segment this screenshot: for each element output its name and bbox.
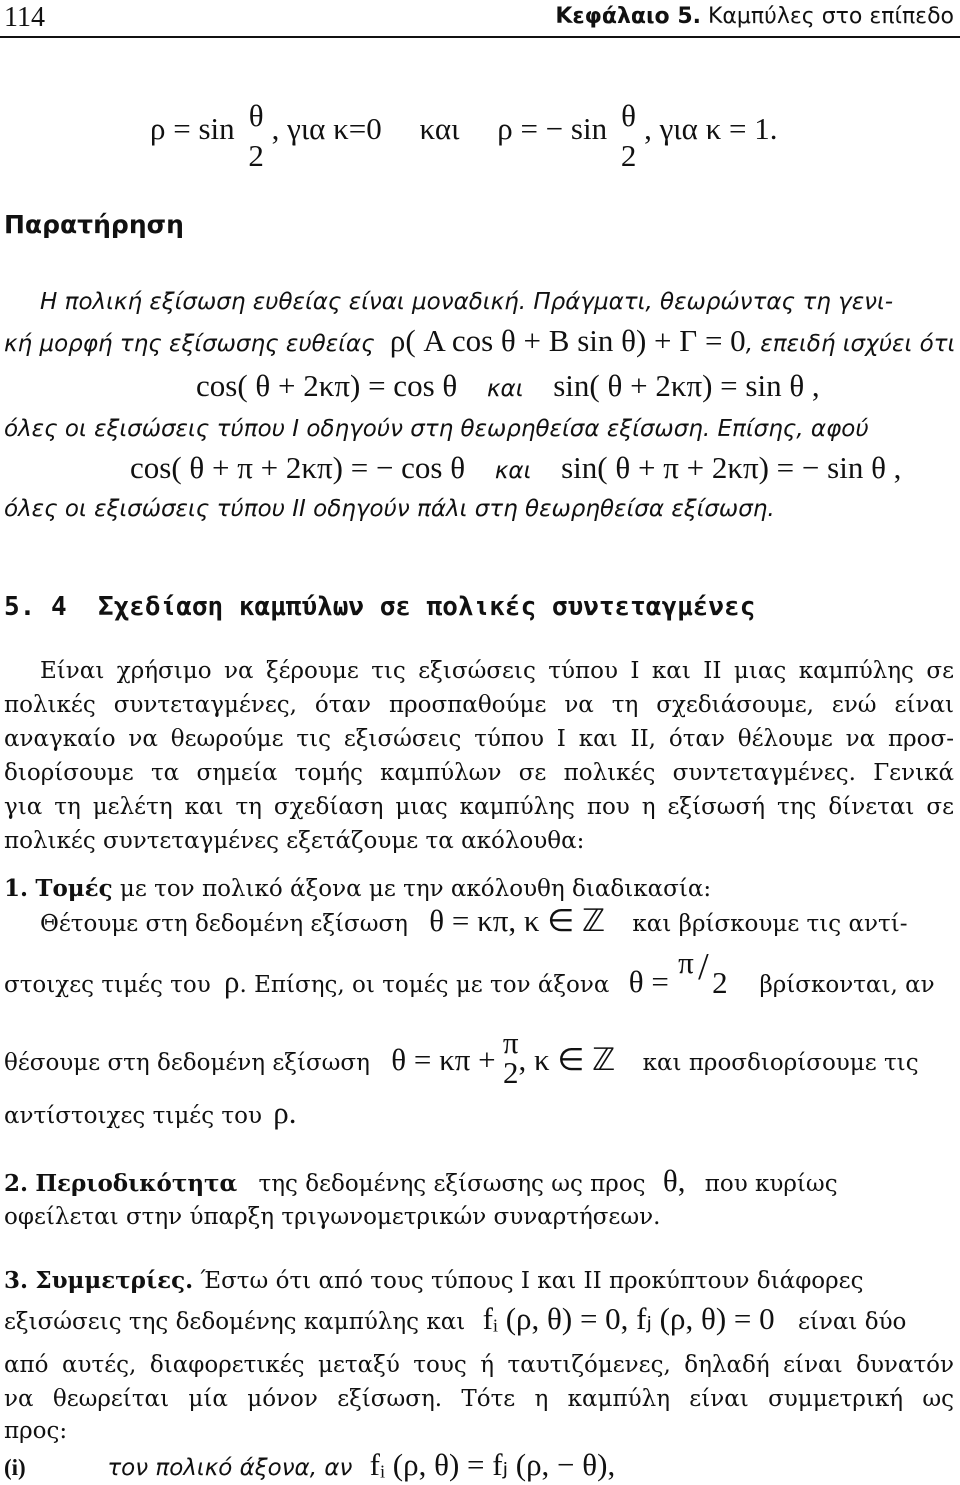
header-rule bbox=[0, 36, 960, 38]
remark-text-2a: κή μορφή της εξίσωσης ευθείας bbox=[4, 331, 375, 357]
item3-text-2b: είναι δύο bbox=[797, 1309, 907, 1335]
remark-text-6: όλες οι εξισώσεις τύπου II οδηγούν πάλι στη θεωρηθείσα εξίσωση. bbox=[4, 496, 775, 522]
fraction-num: π bbox=[502, 1025, 519, 1060]
fraction-pi-over-2 bbox=[502, 1025, 519, 1090]
pi-symbol: π bbox=[678, 945, 694, 980]
section-paragraph-line: για τη μελέτη και τη σχεδίαση μιας καμπύλης που η εξίσωσή της δίνεται σε bbox=[4, 794, 954, 820]
eq1-kai: και bbox=[486, 376, 524, 402]
fraction-den: 2 bbox=[502, 1055, 519, 1090]
item3-line-3: από αυτές, διαφορετικές μεταξύ τους ή ταυτιζόμενες, δηλαδή είναι δυνατόν bbox=[4, 1352, 954, 1378]
item1-text-4a: θέσουμε στη δεδομένη εξίσωση bbox=[4, 1050, 370, 1076]
two-symbol: 2 bbox=[712, 965, 728, 1000]
item1-text-4b: και προσδιορίσουμε τις bbox=[642, 1050, 919, 1076]
eq1-left: cos( θ + 2κπ) = cos θ bbox=[196, 368, 458, 403]
item1-line-4 bbox=[4, 1025, 960, 1094]
remark-text-2b: , επειδή ισχύει ότι bbox=[745, 331, 956, 357]
item3-title: Συμμετρίες. bbox=[35, 1267, 194, 1294]
formula-cond-2: , για κ = 1. bbox=[644, 111, 778, 147]
item3-line-2 bbox=[4, 1302, 960, 1339]
equation-cos-2kpi bbox=[196, 368, 820, 404]
item3-number: 3. bbox=[4, 1267, 29, 1294]
fraction-theta-over-2 bbox=[248, 96, 264, 176]
eq2-kai: και bbox=[494, 458, 532, 484]
item3-line-5: προς: bbox=[4, 1418, 68, 1444]
remark-line-2 bbox=[0, 324, 960, 361]
fraction-num: θ bbox=[248, 98, 264, 133]
item3-line-1 bbox=[4, 1264, 960, 1298]
item1-text-5a: αντίστοιχες τιμές του bbox=[4, 1103, 262, 1129]
chapter-label: Κεφάλαιο 5. bbox=[555, 4, 701, 29]
item1-text-1: με τον πολικό άξονα με την ακόλουθη διαδικασία: bbox=[119, 876, 712, 902]
item1-math-kpi: θ = κπ, κ ∈ ℤ bbox=[429, 903, 606, 938]
sub-item-label: (i) bbox=[4, 1455, 26, 1480]
item3-text-2a: εξισώσεις της δεδομένης καμπύλης και bbox=[4, 1309, 466, 1335]
section-heading bbox=[4, 592, 755, 622]
section-paragraph-line: Είναι χρήσιμο να ξέρουμε τις εξισώσεις τύπου I και II μιας καμπύλης σε bbox=[40, 658, 954, 684]
line-equation: ρ( A cos θ + B sin θ) + Γ = 0 bbox=[389, 323, 746, 358]
item1-rho-end: ρ. bbox=[273, 1095, 297, 1130]
item1-text-3a: στοιχες τιμές του bbox=[4, 972, 211, 998]
section-paragraph-line: αναγκαίο να θεωρούμε τις εξισώσεις τύπου I και II, όταν θέλουμε να προσ- bbox=[4, 726, 954, 752]
item1-number: 1. bbox=[4, 875, 29, 902]
remark-text-1: Η πολική εξίσωση ευθείας είναι μοναδική. Πράγματι, θεωρώντας τη γενι- bbox=[40, 289, 894, 315]
page-number: 114 bbox=[4, 2, 45, 33]
formula-kai: και bbox=[419, 111, 460, 147]
item1-line-3 bbox=[4, 945, 960, 1002]
item3-line-4: να θεωρείται μία μόνον εξίσωση. Τότε η καμπύλη είναι συμμετρική ως bbox=[4, 1386, 954, 1412]
slash-symbol: / bbox=[698, 946, 709, 988]
item1-line-5 bbox=[4, 1096, 960, 1133]
item1-line-2 bbox=[40, 904, 960, 941]
section-paragraph-line: πολικές συντεταγμένες εξετάζουμε τα ακόλουθα: bbox=[4, 828, 585, 854]
item2-text-1b: που κυρίως bbox=[704, 1171, 838, 1197]
remark-line-1 bbox=[0, 285, 960, 319]
item1-theta-eq: θ = bbox=[628, 964, 669, 999]
remark-line-6 bbox=[0, 492, 960, 526]
remark-title: Παρατήρηση bbox=[4, 210, 184, 239]
remark-text-4a: όλες οι εξισώσεις τύπου I οδηγούν στη θεωρηθείσα εξίσωση. bbox=[4, 416, 711, 442]
item1-rho: ρ bbox=[224, 964, 240, 999]
item2-theta: θ, bbox=[662, 1163, 686, 1198]
fraction-den: 2 bbox=[248, 138, 264, 173]
item2-text-1a: της δεδομένης εξίσωσης ως προς bbox=[258, 1171, 646, 1197]
item1-text-2a: Θέτουμε στη δεδομένη εξίσωση bbox=[40, 911, 408, 937]
item1-title: Τομές bbox=[35, 875, 113, 902]
section-title: Σχεδίαση καμπύλων σε πολικές συντεταγμένες bbox=[97, 592, 756, 622]
remark-text-4b: Επίσης, αφού bbox=[717, 416, 869, 442]
eq2-right: sin( θ + π + 2κπ) = − sin θ , bbox=[561, 450, 902, 485]
fraction-den: 2 bbox=[620, 138, 637, 173]
sub-item-math: fᵢ (ρ, θ) = fⱼ (ρ, − θ), bbox=[369, 1447, 616, 1482]
section-number: 5. 4 bbox=[4, 592, 67, 622]
formula-lhs-1: ρ = sin bbox=[150, 111, 235, 147]
item1-text-3c: βρίσκονται, αν bbox=[759, 972, 935, 998]
item2-line-1 bbox=[4, 1164, 960, 1201]
section-paragraph-line: πολικές συντεταγμένες, όταν προσπαθούμε να τη σχεδιάσουμε, ενώ είναι bbox=[4, 692, 954, 718]
item2-line-2 bbox=[4, 1200, 960, 1234]
formula-lhs-2: ρ = − sin bbox=[497, 111, 608, 147]
running-header bbox=[555, 4, 954, 29]
item1-line-1 bbox=[4, 872, 960, 906]
formula-cond-1: , για κ=0 bbox=[271, 111, 382, 147]
item1-math-kZ: , κ ∈ ℤ bbox=[518, 1042, 616, 1077]
item3-text-1: Έστω ότι από τους τύπους I και II προκύπτουν διάφορες bbox=[200, 1268, 864, 1294]
chapter-title: Καμπύλες στο επίπεδο bbox=[708, 4, 954, 29]
item2-text-2: οφείλεται στην ύπαρξη τριγωνομετρικών συναρτήσεων. bbox=[4, 1204, 661, 1230]
equation-cos-pi-2kpi bbox=[130, 450, 901, 486]
section-paragraph-line: διορίσουμε τα σημεία τομής καμπύλων σε πολικές συντεταγμένες. Γενικά bbox=[4, 760, 954, 786]
formula-rho-sin bbox=[150, 96, 777, 176]
sub-item-text: τον πολικό άξονα, αν bbox=[107, 1455, 353, 1481]
item1-pi-over-2 bbox=[676, 945, 736, 1000]
fraction-num: θ bbox=[621, 98, 637, 133]
fraction-theta-over-2-b bbox=[621, 96, 637, 176]
eq1-right: sin( θ + 2κπ) = sin θ , bbox=[553, 368, 820, 403]
item1-math-kpi-plus: θ = κπ + bbox=[391, 1042, 496, 1077]
eq2-left: cos( θ + π + 2κπ) = − cos θ bbox=[130, 450, 466, 485]
item2-number: 2. bbox=[4, 1170, 29, 1197]
item3-sub-i bbox=[4, 1448, 960, 1485]
item1-text-3b: . Επίσης, οι τομές με τον άξονα bbox=[239, 972, 610, 998]
item1-text-2b: και βρίσκουμε τις αντί- bbox=[632, 911, 908, 937]
remark-line-4 bbox=[0, 412, 960, 446]
item2-title: Περιοδικότητα bbox=[35, 1170, 238, 1197]
item3-math-fi-fj: fᵢ (ρ, θ) = 0, fⱼ (ρ, θ) = 0 bbox=[482, 1301, 775, 1336]
